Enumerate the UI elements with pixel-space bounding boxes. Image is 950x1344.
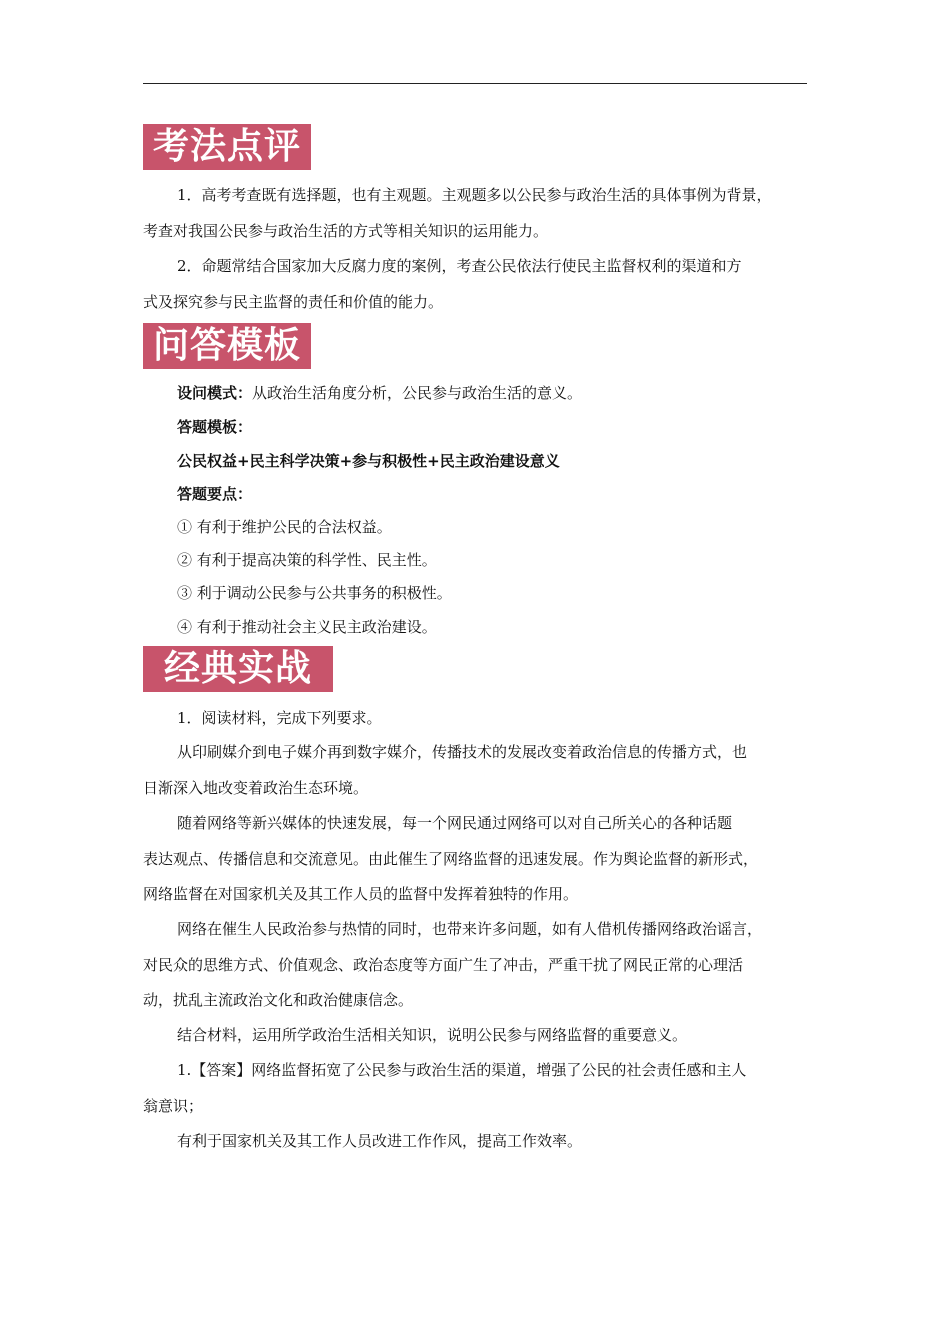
task-line: 结合材料，运用所学政治生活相关知识，说明公民参与网络监督的重要意义。 [177,1026,688,1044]
question-line [177,382,582,404]
material-line: 表达观点、传播信息和交流意见。由此催生了网络监督的迅速发展。作为舆论监督的新形式， [143,850,759,868]
paragraph-line: 2．命题常结合国家加大反腐力度的案例，考查公民依法行使民主监督权利的渠道和方 [177,257,742,275]
material-line: 对民众的思维方式、价值观念、政治态度等方面广生了冲击，严重干扰了网民正常的心理活 [143,956,744,974]
answer-point: ① 有利于维护公民的合法权益。 [177,518,392,536]
answer-line: 有利于国家机关及其工作人员改进工作作风，提高工作效率。 [177,1132,583,1150]
template-text: 公民权益+民主科学决策+参与积极性+民主政治建设意义 [177,452,560,470]
section-title: 考法点评 [152,126,301,167]
section-banner-kaofa [143,124,311,170]
answer-point: ③ 利于调动公民参与公共事务的积极性。 [177,584,452,602]
question-label: 设问模式： [177,384,253,402]
section-title: 经典实战 [163,648,312,689]
material-line: 网络监督在对国家机关及其工作人员的监督中发挥着独特的作用。 [143,885,579,903]
template-label: 答题模板： [177,418,253,436]
material-line: 动，扰乱主流政治文化和政治健康信念。 [143,991,414,1009]
material-line: 日渐深入地改变着政治生态环境。 [143,779,369,797]
material-line: 从印刷媒介到电子媒介再到数字媒介，传播技术的发展改变着政治信息的传播方式，也 [177,743,748,761]
answer-line: 翁意识； [143,1097,204,1115]
material-line: 网络在催生人民政治参与热情的同时，也带来许多问题，如有人借机传播网络政治谣言， [177,920,763,938]
paragraph-line: 考查对我国公民参与政治生活的方式等相关知识的运用能力。 [143,222,549,240]
paragraph-line: 式及探究参与民主监督的责任和价值的能力。 [143,293,444,311]
question-text: 从政治生活角度分析，公民参与政治生活的意义。 [252,384,583,402]
question-line: 1．阅读材料，完成下列要求。 [177,709,382,727]
material-line: 随着网络等新兴媒体的快速发展，每一个网民通过网络可以对自己所关心的各种话题 [177,814,733,832]
answer-point: ② 有利于提高决策的科学性、民主性。 [177,551,437,569]
section-banner-jingdian [143,646,333,692]
points-label: 答题要点： [177,485,253,503]
section-banner-wenda [143,323,311,369]
header-rule [143,83,807,84]
paragraph-line: 1．高考考查既有选择题，也有主观题。主观题多以公民参与政治生活的具体事例为背景， [177,186,772,204]
answer-point: ④ 有利于推动社会主义民主政治建设。 [177,618,437,636]
section-title: 问答模板 [152,325,301,366]
answer-line: 1.【答案】网络监督拓宽了公民参与政治生活的渠道，增强了公民的社会责任感和主人 [177,1061,747,1079]
